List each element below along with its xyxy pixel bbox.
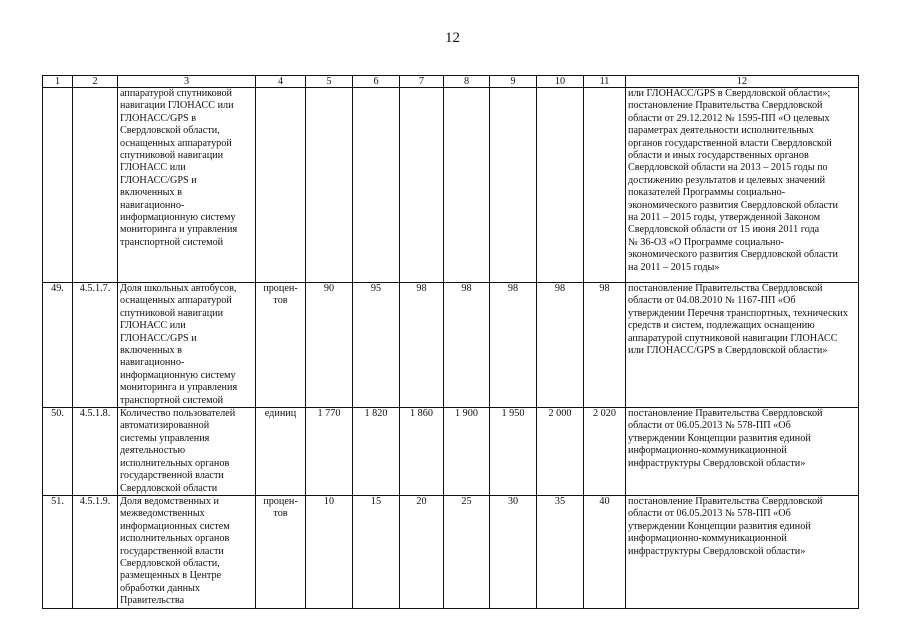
value-cell: 1 820	[353, 408, 400, 496]
indicator-name: Доля школьных автобусов, оснащенных аппаратурой спутниковой навигации ГЛОНАСС или ГЛОНАСС/GPS и включенных в навигационно- информационную систему мониторинга и управления транспортной системой	[118, 283, 256, 408]
col-header-12: 12	[626, 76, 859, 88]
value-cell: 10	[306, 495, 353, 608]
row-code: 4.5.1.9.	[73, 495, 118, 608]
legal-basis: постановление Правительства Свердловской области от 06.05.2013 № 578-ПП «Об утверждении Концепции развития единой информационно-коммуникационной инфраструктуры Свердловской области»	[626, 495, 859, 608]
col-header-4: 4	[256, 76, 306, 88]
col-header-1: 1	[43, 76, 73, 88]
value-cell	[490, 88, 537, 283]
value-cell: 1 950	[490, 408, 537, 496]
value-cell: 35	[537, 495, 584, 608]
header-row	[43, 76, 859, 88]
col-header-3: 3	[118, 76, 256, 88]
row-number: 51.	[43, 495, 73, 608]
unit: единиц	[256, 408, 306, 496]
table-row	[43, 408, 859, 496]
value-cell: 98	[490, 283, 537, 408]
unit: процен- тов	[256, 495, 306, 608]
page-number: 12	[445, 30, 460, 46]
value-cell: 1 860	[400, 408, 444, 496]
col-header-9: 9	[490, 76, 537, 88]
value-cell: 98	[584, 283, 626, 408]
value-cell: 1 770	[306, 408, 353, 496]
value-cell: 2 000	[537, 408, 584, 496]
value-cell: 1 900	[444, 408, 490, 496]
value-cell: 95	[353, 283, 400, 408]
value-cell: 30	[490, 495, 537, 608]
legal-basis: постановление Правительства Свердловской области от 06.05.2013 № 578-ПП «Об утверждении Концепции развития единой информационно-коммуникационной инфраструктуры Свердловской области»	[626, 408, 859, 496]
unit: процен- тов	[256, 283, 306, 408]
row-number	[43, 88, 73, 283]
indicator-name: Доля ведомственных и межведомственных информационных систем исполнительных органов государственной власти Свердловской области, размещенных в Центре обработки данных Правительства	[118, 495, 256, 608]
table-row	[43, 495, 859, 608]
value-cell: 20	[400, 495, 444, 608]
table-row	[43, 88, 859, 283]
row-code: 4.5.1.8.	[73, 408, 118, 496]
value-cell: 98	[400, 283, 444, 408]
unit	[256, 88, 306, 283]
value-cell	[444, 88, 490, 283]
table-row	[43, 283, 859, 408]
col-header-6: 6	[353, 76, 400, 88]
col-header-5: 5	[306, 76, 353, 88]
row-code: 4.5.1.7.	[73, 283, 118, 408]
value-cell: 2 020	[584, 408, 626, 496]
value-cell	[584, 88, 626, 283]
value-cell: 15	[353, 495, 400, 608]
value-cell	[353, 88, 400, 283]
legal-basis: постановление Правительства Свердловской области от 04.08.2010 № 1167-ПП «Об утверждении Перечня транспортных, технических средств и систем, подлежащих оснащению аппаратурой спутниковой навигации ГЛОНАСС или ГЛОНАСС/GPS в Свердловской области»	[626, 283, 859, 408]
value-cell	[306, 88, 353, 283]
indicator-name: аппаратурой спутниковой навигации ГЛОНАСС или ГЛОНАСС/GPS в Свердловской области, оснащенных аппаратурой спутниковой навигации ГЛОНАСС или ГЛОНАСС/GPS и включенных в навигационно- информационную систему мониторинга и управления транспортной системой	[118, 88, 256, 283]
indicators-table	[42, 75, 859, 609]
row-code	[73, 88, 118, 283]
col-header-10: 10	[537, 76, 584, 88]
value-cell: 40	[584, 495, 626, 608]
value-cell: 98	[444, 283, 490, 408]
col-header-8: 8	[444, 76, 490, 88]
value-cell	[400, 88, 444, 283]
value-cell: 90	[306, 283, 353, 408]
row-number: 49.	[43, 283, 73, 408]
indicator-name: Количество пользователей автоматизированной системы управления деятельностью исполнительных органов государственной власти Свердловской области	[118, 408, 256, 496]
col-header-7: 7	[400, 76, 444, 88]
value-cell: 25	[444, 495, 490, 608]
col-header-2: 2	[73, 76, 118, 88]
row-number: 50.	[43, 408, 73, 496]
value-cell: 98	[537, 283, 584, 408]
value-cell	[537, 88, 584, 283]
legal-basis: или ГЛОНАСС/GPS в Свердловской области»; постановление Правительства Свердловской области от 29.12.2012 № 1595-ПП «О целевых параметрах деятельности исполнительных органов государственной власти Свердловской области и иных государственных органов Свердловской области на 2013 – 2015 годы по достижению результатов и целевых значений показателей Программы социально- экономического развития Свердловской области на 2011 – 2015 годы, утвержденной Законом Свердловской области от 15 июня 2011 года № 36-ОЗ «О Программе социально- экономического развития Свердловской области на 2011 – 2015 годы»	[626, 88, 859, 283]
col-header-11: 11	[584, 76, 626, 88]
